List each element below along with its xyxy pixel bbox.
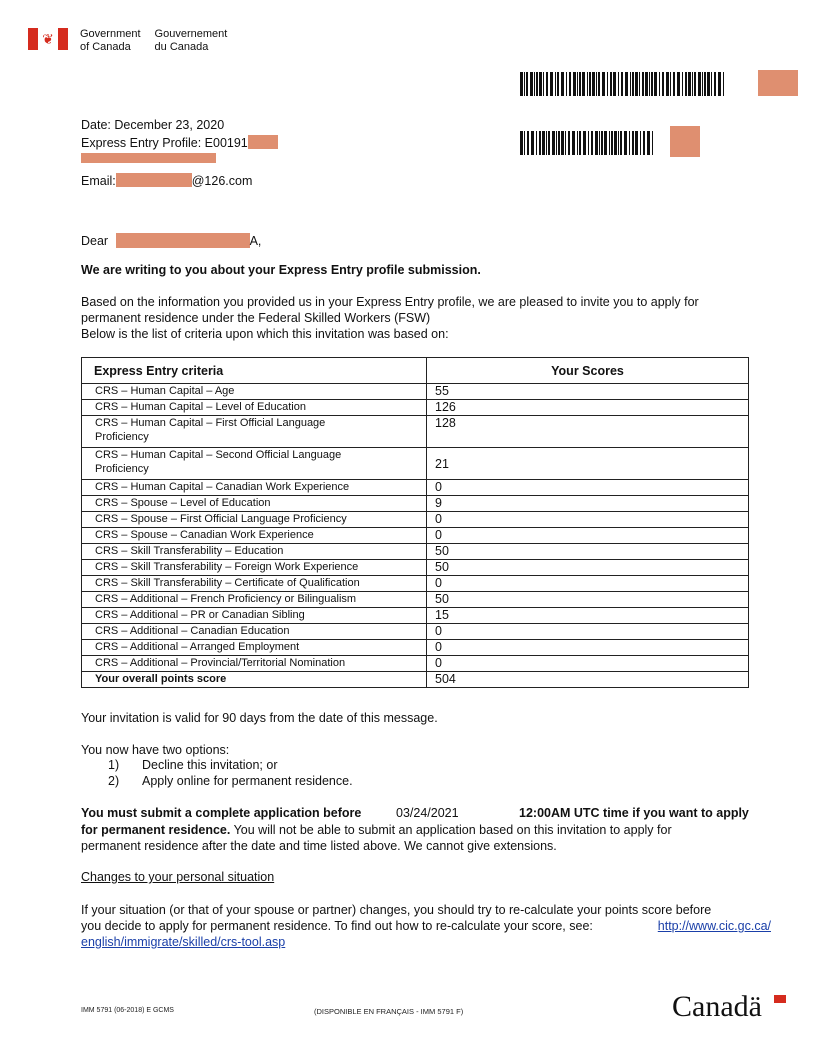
salutation: [81, 233, 261, 248]
score-cell: 50: [427, 560, 749, 576]
barcode-bar: [555, 72, 556, 96]
barcode-bar: [611, 131, 613, 155]
barcode-bar: [539, 131, 541, 155]
criteria-cell: CRS – Skill Transferability – Certificate of Qualification: [82, 576, 427, 592]
crs-tool-link-continued[interactable]: english/immigrate/skilled/crs-tool.asp: [81, 935, 286, 949]
canada-flag-icon: ❦: [28, 28, 68, 50]
barcode-bar: [556, 131, 557, 155]
profile-number: [81, 135, 278, 150]
barcode-bar: [618, 72, 619, 96]
barcode-bar: [618, 131, 619, 155]
barcode-bar: [651, 72, 653, 96]
table-row: [82, 576, 749, 592]
dear-label: Dear: [81, 234, 109, 248]
barcode-bar: [704, 72, 706, 96]
dear-suffix: A,: [249, 234, 262, 248]
barcode-bar: [577, 72, 578, 96]
changes-line1: If your situation (or that of your spouse or partner) changes, you should try to re-calculate your points score before: [81, 903, 712, 917]
redaction-block: [248, 135, 278, 149]
barcode-bar: [694, 72, 696, 96]
option-2-number: 2): [108, 774, 120, 788]
barcode-bar: [598, 72, 600, 96]
barcode-bar: [632, 72, 634, 96]
deadline-part2: 12:00AM UTC time if you want to apply: [519, 806, 749, 820]
intro-line3: Below is the list of criteria upon which this invitation was based on:: [81, 327, 449, 341]
crs-tool-link[interactable]: http://www.cic.gc.ca/: [657, 919, 771, 933]
table-row: [82, 384, 749, 400]
table-row: [82, 656, 749, 672]
barcode-bar: [552, 131, 555, 155]
barcode-bar: [599, 131, 600, 155]
french-availability-note: (DISPONIBLE EN FRANÇAIS - IMM 5791 F): [314, 1007, 464, 1016]
gov-en: [80, 28, 141, 54]
barcode-bar: [635, 131, 638, 155]
score-cell: 50: [427, 544, 749, 560]
gov-fr: [155, 28, 228, 54]
barcode-bar: [640, 131, 641, 155]
validity-note: Your invitation is valid for 90 days from the date of this message.: [81, 711, 438, 725]
gov-fr-line2: du Canada: [154, 41, 209, 53]
barcode-bar: [595, 131, 598, 155]
barcode-bar: [573, 72, 576, 96]
subject-line: We are writing to you about your Express Entry profile submission.: [81, 263, 481, 277]
criteria-cell: CRS – Spouse – First Official Language Proficiency: [82, 512, 427, 528]
changes-line2-row: [81, 918, 771, 934]
barcode-bar: [723, 72, 724, 96]
barcode-bar: [620, 131, 622, 155]
table-row: [82, 496, 749, 512]
criteria-cell: CRS – Skill Transferability – Education: [82, 544, 427, 560]
table-row: [82, 560, 749, 576]
government-signature: [80, 28, 227, 54]
barcode-bar: [649, 72, 650, 96]
score-cell: 50: [427, 592, 749, 608]
barcode-bar: [692, 72, 693, 96]
gov-en-line2: of Canada: [80, 41, 131, 53]
table-row: [82, 640, 749, 656]
criteria-cell: CRS – Spouse – Canadian Work Experience: [82, 528, 427, 544]
wordmark-flag-icon: [774, 995, 786, 1003]
barcode-bar: [589, 72, 591, 96]
barcode-bar: [530, 72, 533, 96]
criteria-table: [81, 357, 749, 688]
score-cell: 0: [427, 576, 749, 592]
barcode-bar: [577, 131, 578, 155]
redaction-block: [758, 70, 798, 96]
deadline-part1: You must submit a complete application before: [81, 806, 362, 820]
form-code: IMM 5791 (06-2018) E GCMS: [81, 1007, 174, 1014]
criteria-cell: CRS – Additional – French Proficiency or Bilingualism: [82, 592, 427, 608]
barcode-bar: [550, 72, 553, 96]
score-cell: 0: [427, 528, 749, 544]
barcode-bar: [610, 72, 612, 96]
criteria-cell: CRS – Human Capital – First Official Language Proficiency: [82, 416, 427, 448]
score-cell: 55: [427, 384, 749, 400]
intro-paragraph: [81, 294, 771, 342]
barcode-bar: [531, 131, 534, 155]
gov-en-line1: Government: [80, 28, 141, 40]
deadline-date: 03/24/2021: [396, 806, 459, 820]
criteria-cell: CRS – Human Capital – Canadian Work Experience: [82, 480, 427, 496]
barcode-bar: [632, 131, 634, 155]
option-1-number: 1): [108, 758, 120, 772]
table-row: [82, 592, 749, 608]
barcode-bar: [647, 131, 650, 155]
barcode-bar: [714, 72, 716, 96]
criteria-cell: CRS – Skill Transferability – Foreign Work Experience: [82, 560, 427, 576]
score-cell: 0: [427, 640, 749, 656]
total-score: 504: [427, 672, 749, 688]
criteria-cell: CRS – Human Capital – Level of Education: [82, 400, 427, 416]
barcode-bar: [652, 131, 653, 155]
barcode-bar: [582, 72, 585, 96]
score-cell: 126: [427, 400, 749, 416]
barcode-bar: [539, 72, 542, 96]
score-cell: 15: [427, 608, 749, 624]
barcode-bar: [536, 131, 537, 155]
barcode-bar: [565, 131, 566, 155]
barcode-bar: [711, 72, 712, 96]
table-row: [82, 544, 749, 560]
barcode-bar: [614, 131, 617, 155]
barcode-bar: [579, 72, 581, 96]
barcode-bar: [642, 72, 644, 96]
barcode-bar: [604, 131, 607, 155]
barcode-bar: [645, 72, 648, 96]
redaction-block: [116, 173, 192, 187]
barcode-bar: [557, 72, 559, 96]
table-row: [82, 624, 749, 640]
barcode-bar: [546, 72, 548, 96]
barcode-bar: [629, 131, 630, 155]
barcode-bar: [621, 72, 623, 96]
changes-heading: Changes to your personal situation: [81, 870, 275, 884]
barcode-bar: [698, 72, 701, 96]
barcode-bar: [682, 72, 683, 96]
barcode-bar: [588, 131, 589, 155]
gov-fr-line1: Gouvernement: [154, 28, 228, 40]
table-row: [82, 480, 749, 496]
barcode-bar: [558, 131, 560, 155]
score-cell: 0: [427, 480, 749, 496]
barcode-bar: [526, 72, 528, 96]
criteria-cell: CRS – Additional – PR or Canadian Sibling: [82, 608, 427, 624]
barcode-bar: [666, 72, 669, 96]
criteria-cell: CRS – Additional – Arranged Employment: [82, 640, 427, 656]
deadline-rest2: permanent residence after the date and time listed above. We cannot give extensions.: [81, 839, 557, 853]
criteria-table-body: [82, 384, 749, 688]
barcode-bar: [677, 72, 680, 96]
redaction-block: [116, 233, 250, 248]
col-criteria-header: Express Entry criteria: [82, 358, 427, 384]
barcode-bar: [635, 72, 638, 96]
barcode-bar: [630, 72, 631, 96]
barcode-bar: [572, 131, 575, 155]
total-label: Your overall points score: [82, 672, 427, 688]
email-line: [81, 173, 252, 188]
barcode-bar: [527, 131, 529, 155]
barcode-bar: [592, 72, 595, 96]
option-2-text: Apply online for permanent residence.: [142, 774, 353, 788]
barcode-bar: [654, 72, 657, 96]
table-row: [82, 528, 749, 544]
barcode-bar: [596, 72, 597, 96]
barcode-bar: [609, 131, 610, 155]
redaction-block: [81, 153, 216, 163]
barcode-bar: [602, 72, 605, 96]
table-row: [82, 400, 749, 416]
col-scores-header: Your Scores: [427, 358, 749, 384]
deadline-part3: for permanent residence.: [81, 823, 231, 837]
barcode-second: [520, 131, 654, 155]
option-2: [108, 774, 353, 788]
changes-paragraph: [81, 902, 771, 950]
barcode-bar: [520, 72, 523, 96]
barcode-bar: [520, 131, 523, 155]
score-cell: 0: [427, 512, 749, 528]
barcode-top: [520, 72, 725, 96]
barcode-bar: [587, 72, 588, 96]
barcode-bar: [624, 131, 627, 155]
barcode-bar: [643, 131, 645, 155]
barcode-bar: [543, 72, 544, 96]
barcode-bar: [561, 131, 564, 155]
criteria-cell: CRS – Additional – Provincial/Territorial Nomination: [82, 656, 427, 672]
deadline-rest1: You will not be able to submit an application based on this invitation to apply for: [230, 823, 672, 837]
barcode-bar: [546, 131, 547, 155]
barcode-bar: [688, 72, 691, 96]
barcode-bar: [707, 72, 710, 96]
barcode-bar: [601, 131, 603, 155]
table-row: [82, 448, 749, 480]
government-header: [28, 28, 227, 54]
barcode-bar: [718, 72, 721, 96]
email-domain: @126.com: [191, 174, 253, 188]
score-cell: 9: [427, 496, 749, 512]
barcode-bar: [607, 72, 608, 96]
option-1: [108, 758, 277, 772]
changes-line2: you decide to apply for permanent residence. To find out how to re-calculate your score, see:: [81, 919, 593, 933]
barcode-bar: [659, 72, 660, 96]
barcode-bar: [579, 131, 581, 155]
barcode-bar: [548, 131, 550, 155]
barcode-bar: [568, 131, 570, 155]
option-1-text: Decline this invitation; or: [142, 758, 278, 772]
barcode-bar: [542, 131, 545, 155]
table-row: [82, 416, 749, 448]
criteria-cell: CRS – Human Capital – Age: [82, 384, 427, 400]
intro-line1: Based on the information you provided us in your Express Entry profile, we are pleased to invite you to apply for: [81, 295, 699, 309]
barcode-bar: [566, 72, 567, 96]
total-row: [82, 672, 749, 688]
criteria-cell: CRS – Additional – Canadian Education: [82, 624, 427, 640]
options-intro: You now have two options:: [81, 743, 230, 757]
table-row: [82, 608, 749, 624]
email-label: Email:: [81, 174, 116, 188]
redaction-block: [670, 126, 700, 157]
score-cell: 0: [427, 656, 749, 672]
barcode-bar: [685, 72, 687, 96]
barcode-bar: [625, 72, 628, 96]
barcode-bar: [583, 131, 586, 155]
deadline-paragraph: [81, 822, 771, 854]
barcode-bar: [524, 72, 525, 96]
barcode-bar: [613, 72, 616, 96]
barcode-bar: [536, 72, 538, 96]
score-cell: 128: [427, 416, 749, 448]
barcode-bar: [524, 131, 525, 155]
barcode-bar: [569, 72, 571, 96]
criteria-cell: CRS – Spouse – Level of Education: [82, 496, 427, 512]
score-cell: 21: [427, 448, 749, 480]
canada-wordmark: Canadä: [672, 990, 762, 1023]
barcode-bar: [702, 72, 703, 96]
barcode-bar: [639, 72, 640, 96]
barcode-bar: [534, 72, 535, 96]
barcode-bar: [673, 72, 675, 96]
intro-line2: permanent residence under the Federal Skilled Workers (FSW): [81, 311, 431, 325]
letter-date: Date: December 23, 2020: [81, 118, 225, 132]
table-header-row: [82, 358, 749, 384]
barcode-bar: [670, 72, 671, 96]
table-row: [82, 512, 749, 528]
score-cell: 0: [427, 624, 749, 640]
barcode-bar: [662, 72, 664, 96]
criteria-cell: CRS – Human Capital – Second Official Language Proficiency: [82, 448, 427, 480]
profile-label: Express Entry Profile: E00191: [81, 136, 248, 150]
barcode-bar: [591, 131, 593, 155]
barcode-bar: [561, 72, 564, 96]
